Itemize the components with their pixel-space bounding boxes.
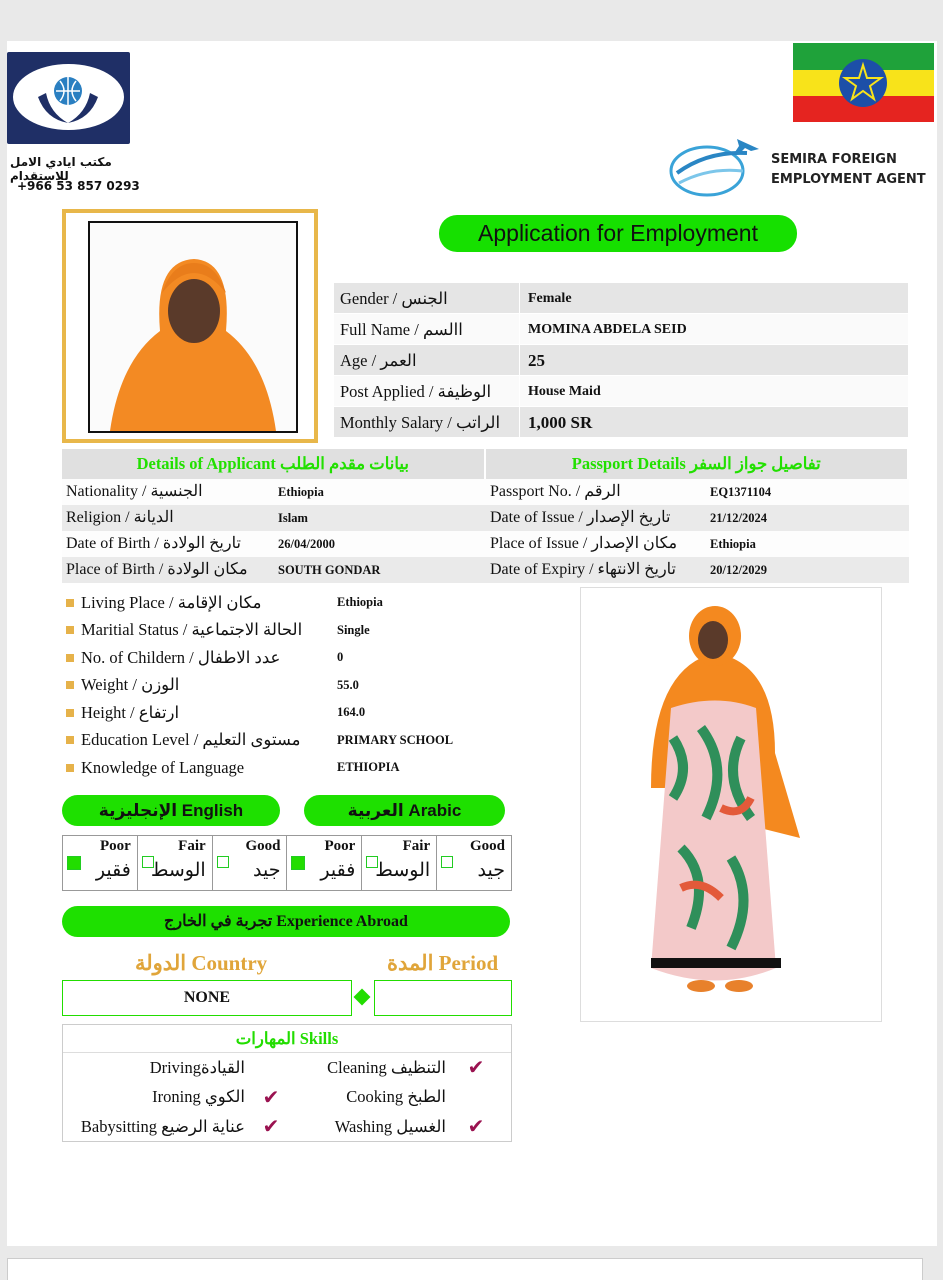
lang-cell: Fair الوسط (362, 836, 437, 890)
lang-cell: Good جيد (213, 836, 288, 890)
skill-row: Ironing الكوي ✔ Cooking الطبخ (152, 1086, 446, 1109)
hands-globe-icon (16, 67, 121, 127)
list-item: No. of Childern / عدد الاطفال 0 (62, 644, 512, 672)
checkmark-icon: ✔ (467, 1057, 485, 1080)
table-row: Nationality / الجنسية Ethiopia Passport No. / الرقم EQ1371104 (62, 479, 909, 505)
period-heading: المدة Period (387, 951, 499, 975)
table-row: Full Name / االسم MOMINA ABDELA SEID (334, 313, 908, 344)
list-item: Living Place / مكان الإقامة Ethiopia (62, 589, 512, 617)
country-heading: الدولة Country (135, 951, 268, 975)
plane-globe-icon (667, 133, 767, 201)
checkbox[interactable] (217, 856, 229, 868)
table-row: Religion / الديانة Islam Date of Issue / تاريخ الإصدار 21/12/2024 (62, 505, 909, 531)
table-row: Post Applied / الوظيفة House Maid (334, 375, 908, 406)
table-row: Gender / الجنس Female (334, 282, 908, 313)
arabic-label: العربية Arabic (304, 795, 505, 826)
page-title: Application for Employment (439, 215, 797, 252)
lang-cell: Poor فقير (63, 836, 138, 890)
language-levels (62, 835, 512, 891)
lang-cell: Fair الوسط (138, 836, 213, 890)
list-item: Weight / الوزن 55.0 (62, 672, 512, 700)
table-row: Age / العمر 25 (334, 344, 908, 375)
lang-cell: Good جيد (437, 836, 511, 890)
experience-heading: تجربة في الخارج Experience Abroad (62, 906, 510, 937)
full-body-photo (580, 587, 882, 1022)
next-page (7, 1258, 923, 1280)
checkbox-checked[interactable] (67, 856, 81, 870)
skills-table (62, 1024, 512, 1142)
table-row: Place of Birth / مكان الولادة SOUTH GONDAR Date of Expiry / تاريخ الانتهاء 20/12/2029 (62, 557, 909, 583)
skills-heading: المهارات Skills (63, 1025, 511, 1053)
list-item: Knowledge of Language ETHIOPIA (62, 754, 512, 782)
table-row: Monthly Salary / الراتب 1,000 SR (334, 406, 908, 437)
skill-row: Babysitting عناية الرضيع ✔ Washing الغسيل ✔ (63, 1112, 511, 1142)
checkbox[interactable] (441, 856, 453, 868)
list-item: Maritial Status / الحالة الاجتماعية Single (62, 617, 512, 645)
skill-row: Drivingالقيادة Cleaning التنظيف ✔ (63, 1053, 511, 1083)
portrait-photo-frame (62, 209, 318, 443)
office-logo (7, 52, 130, 144)
passport-heading: Passport Details تفاصيل جواز السفر (486, 449, 910, 479)
summary-table (334, 282, 908, 437)
personal-details-list (62, 589, 512, 782)
lang-cell: Poor فقير (287, 836, 362, 890)
diamond-icon (354, 989, 371, 1006)
checkmark-icon: ✔ (262, 1086, 280, 1109)
table-row: Date of Birth / تاريخ الولادة 26/04/2000 Place of Issue / مكان الإصدار Ethiopia (62, 531, 909, 557)
list-item: Height / ارتفاع 164.0 (62, 699, 512, 727)
list-item: Education Level / مستوى التعليم PRIMARY SCHOOL (62, 727, 512, 755)
application-form (7, 41, 937, 1246)
period-value (374, 980, 512, 1016)
office-name: مكتب ايادي الامل للاستقدام (10, 155, 112, 183)
checkmark-icon: ✔ (467, 1116, 485, 1139)
english-label: الإنجليزية English (62, 795, 280, 826)
checkmark-icon: ✔ (262, 1116, 280, 1139)
portrait-photo (88, 221, 298, 433)
ethiopia-flag-icon (793, 43, 934, 122)
office-phone: +966 53 857 0293 (17, 179, 140, 193)
checkbox-checked[interactable] (291, 856, 305, 870)
applicant-heading: Details of Applicant بيانات مقدم الطلب (62, 449, 486, 479)
agent-name: SEMIRA FOREIGN EMPLOYMENT AGENT (771, 152, 926, 187)
country-value: NONE (62, 980, 352, 1016)
details-table (62, 449, 909, 583)
